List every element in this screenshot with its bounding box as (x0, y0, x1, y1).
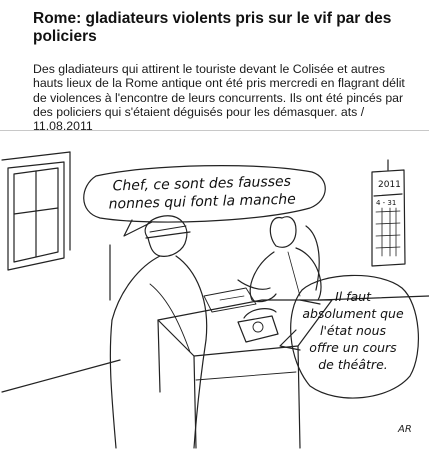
telephone (238, 316, 278, 342)
speech-bubble-right-text: Il faut absolument que l'état nous offre un cours de théâtre. (302, 289, 404, 372)
artist-signature: AR (398, 424, 412, 435)
article-body: Des gladiateurs qui attirent le touriste devant le Colisée et autres hauts lieux de la Rome antique ont été pris mercredi en flagrant délit de violences à l'encontre de leurs concurrents. Ils ont été pincés par des policiers qui s'étaient déguisés pour les démasquer. ats / 11.08.2011 (33, 62, 405, 134)
article-headline: Rome: gladiateurs violents pris sur le vif par des policiers (33, 10, 392, 45)
seated-man (270, 217, 296, 247)
calendar-page: 4 - 31 (376, 199, 397, 207)
calendar-year: 2011 (378, 180, 401, 190)
speech-bubble-left-text: Chef, ce sont des fausses nonnes qui font la manche (108, 173, 296, 213)
